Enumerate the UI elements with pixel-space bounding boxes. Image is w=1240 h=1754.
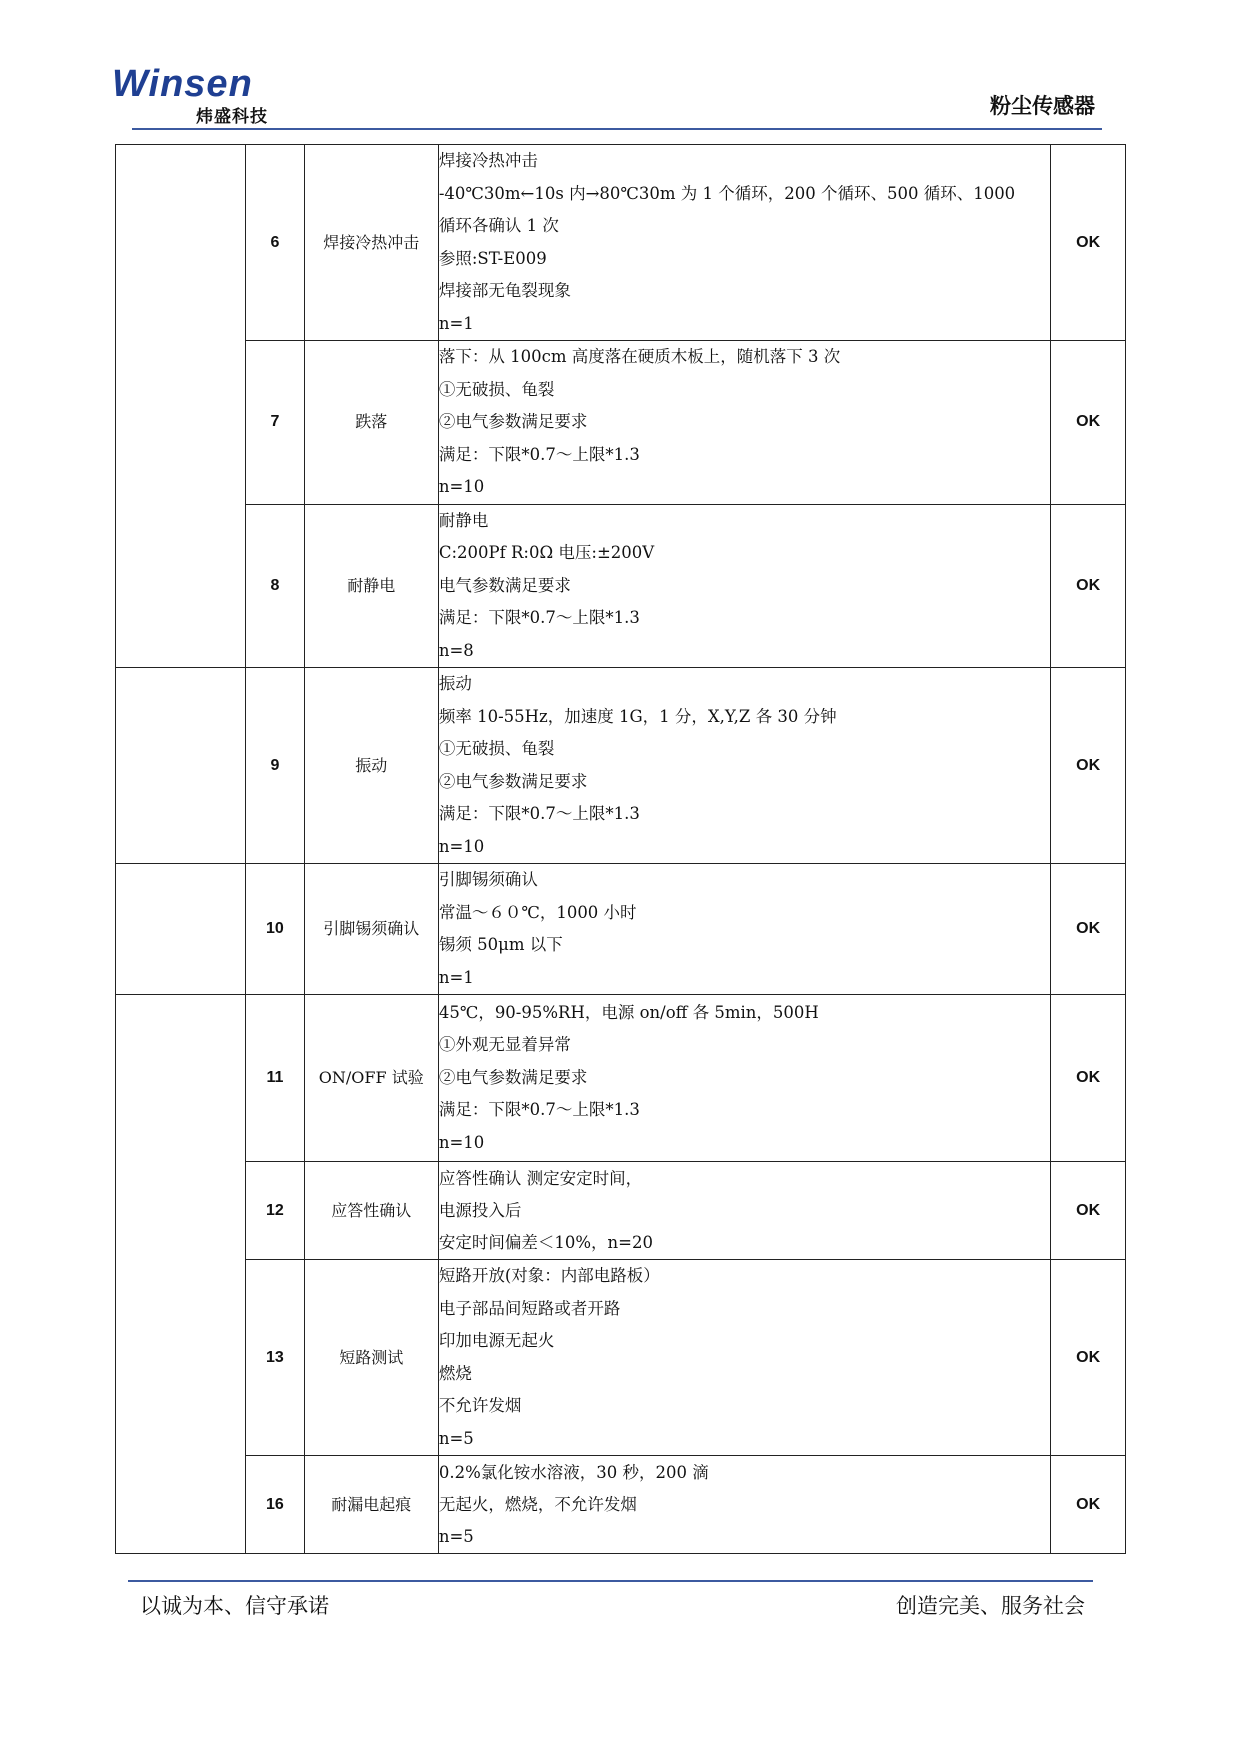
condition-line: n=1 <box>438 313 474 333</box>
condition-line: 循环各确认 1 次 <box>438 216 559 235</box>
condition-line: ②电气参数满足要求 <box>438 771 588 791</box>
header-divider <box>132 128 1102 130</box>
condition-line: 常温～６０℃，1000 小时 <box>438 902 637 922</box>
test-number: 13 <box>246 1260 305 1456</box>
test-name: 振动 <box>304 668 438 864</box>
condition-line: ①外观无显着异常 <box>438 1035 571 1055</box>
table-row <box>116 668 1126 864</box>
test-conditions <box>438 864 1050 995</box>
condition-line: 电子部品间短路或者开路 <box>438 1298 621 1318</box>
test-conditions <box>438 1456 1050 1554</box>
test-name: 跌落 <box>304 341 438 505</box>
condition-line: 安定时间偏差＜10%，n=20 <box>438 1232 653 1252</box>
condition-line: n=10 <box>438 1132 485 1152</box>
test-number: 6 <box>246 145 305 341</box>
table-row <box>116 864 1126 995</box>
table-row <box>116 145 1126 341</box>
test-result: OK <box>1051 1260 1126 1456</box>
condition-line: 满足：下限*0.7～上限*1.3 <box>438 1100 640 1120</box>
test-conditions <box>438 504 1050 668</box>
category-cell <box>116 145 246 668</box>
condition-line: 焊接冷热冲击 <box>438 151 538 170</box>
condition-line: 满足：下限*0.7～上限*1.3 <box>438 804 640 823</box>
logo-wordmark: Winsen <box>112 63 253 105</box>
condition-line: n=5 <box>438 1526 474 1546</box>
table-row <box>116 504 1126 668</box>
condition-line: 电源投入后 <box>438 1200 522 1220</box>
test-result: OK <box>1051 504 1126 668</box>
condition-line: ②电气参数满足要求 <box>438 412 588 431</box>
condition-line: 无起火，燃烧，不允许发烟 <box>438 1494 637 1514</box>
condition-line: -40℃30m←10s 内→80℃30m 为 1 个循环，200 个循环、500 循环、1000 <box>438 183 1016 203</box>
condition-line: n=10 <box>438 477 485 496</box>
test-conditions <box>438 1260 1050 1456</box>
test-number: 11 <box>246 995 305 1162</box>
test-conditions <box>438 995 1050 1162</box>
condition-line: 电气参数满足要求 <box>438 575 571 595</box>
condition-line: 满足：下限*0.7～上限*1.3 <box>438 608 640 627</box>
condition-line: 不允许发烟 <box>438 1396 522 1415</box>
test-conditions <box>438 145 1050 341</box>
test-result: OK <box>1051 668 1126 864</box>
condition-line: 引脚锡须确认 <box>438 870 538 889</box>
test-number: 16 <box>246 1456 305 1554</box>
condition-line: 45℃，90-95%RH，电源 on/off 各 5min，500H <box>438 1002 819 1022</box>
company-logo <box>112 64 312 126</box>
condition-line: n=10 <box>438 836 485 856</box>
test-result: OK <box>1051 1162 1126 1260</box>
condition-line: 燃烧 <box>438 1363 472 1383</box>
condition-line: 应答性确认 测定安定时间， <box>438 1168 643 1188</box>
test-name: 引脚锡须确认 <box>304 864 438 995</box>
category-cell <box>116 864 246 995</box>
footer-slogan-right: 创造完美、服务社会 <box>896 1594 1085 1618</box>
test-number: 12 <box>246 1162 305 1260</box>
condition-line: 满足：下限*0.7～上限*1.3 <box>438 444 640 464</box>
condition-line: 短路开放(对象：内部电路板） <box>438 1266 660 1285</box>
test-name: 焊接冷热冲击 <box>304 145 438 341</box>
condition-line: C:200Pf R:0Ω 电压:±200V <box>438 543 655 562</box>
condition-line: n=8 <box>438 640 474 660</box>
condition-line: 参照:ST-E009 <box>438 248 547 268</box>
condition-line: 耐静电 <box>438 510 489 530</box>
condition-line: ①无破损、龟裂 <box>438 379 555 399</box>
condition-line: 振动 <box>438 674 472 693</box>
test-number: 10 <box>246 864 305 995</box>
logo-chinese-name: 炜盛科技 <box>196 107 268 127</box>
table-row <box>116 1260 1126 1456</box>
table-row <box>116 1162 1126 1260</box>
test-name: ON/OFF 试验 <box>304 995 438 1162</box>
category-cell <box>116 668 246 864</box>
condition-line: 锡须 50μm 以下 <box>438 935 563 954</box>
condition-line: 频率 10-55Hz，加速度 1G，1 分，X,Y,Z 各 30 分钟 <box>438 706 837 726</box>
test-result: OK <box>1051 1456 1126 1554</box>
test-result: OK <box>1051 145 1126 341</box>
test-result: OK <box>1051 864 1126 995</box>
test-name: 耐漏电起痕 <box>304 1456 438 1554</box>
test-conditions <box>438 341 1050 505</box>
test-result: OK <box>1051 341 1126 505</box>
test-table <box>115 144 1126 1554</box>
test-name: 短路测试 <box>304 1260 438 1456</box>
table-row <box>116 1456 1126 1554</box>
category-cell <box>116 995 246 1554</box>
table-row <box>116 995 1126 1162</box>
condition-line: ②电气参数满足要求 <box>438 1067 588 1087</box>
test-name: 耐静电 <box>304 504 438 668</box>
page-title: 粉尘传感器 <box>990 94 1095 118</box>
footer-divider <box>128 1580 1093 1582</box>
table-row <box>116 341 1126 505</box>
condition-line: 落下：从 100cm 高度落在硬质木板上，随机落下 3 次 <box>438 347 841 366</box>
test-conditions <box>438 1162 1050 1260</box>
condition-line: n=5 <box>438 1428 474 1448</box>
condition-line: n=1 <box>438 967 474 987</box>
test-name: 应答性确认 <box>304 1162 438 1260</box>
test-result: OK <box>1051 995 1126 1162</box>
condition-line: 0.2%氯化铵水溶液，30 秒，200 滴 <box>438 1462 709 1482</box>
test-number: 8 <box>246 504 305 668</box>
test-number: 7 <box>246 341 305 505</box>
footer-slogan-left: 以诚为本、信守承诺 <box>140 1594 329 1618</box>
condition-line: 印加电源无起火 <box>438 1331 555 1350</box>
test-conditions <box>438 668 1050 864</box>
condition-line: ①无破损、龟裂 <box>438 739 555 758</box>
condition-line: 焊接部无龟裂现象 <box>438 281 571 300</box>
test-number: 9 <box>246 668 305 864</box>
